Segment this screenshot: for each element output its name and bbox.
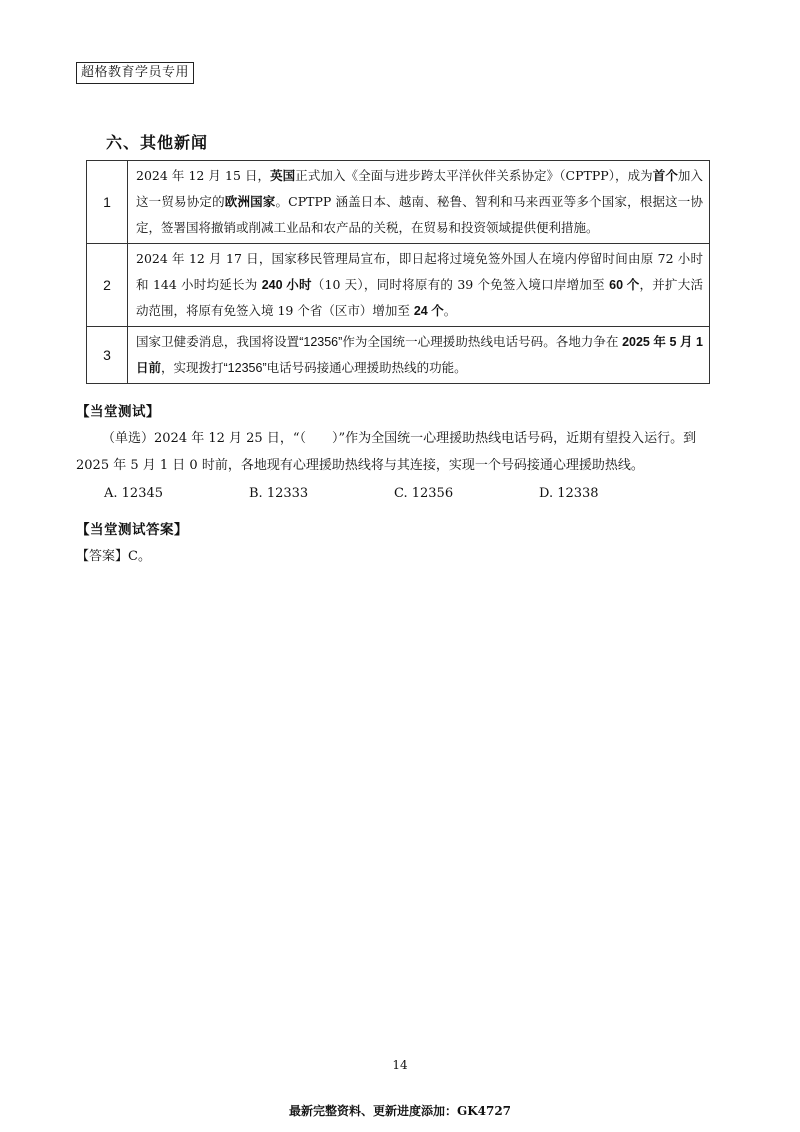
- answer-label: 【当堂测试答案】: [76, 522, 188, 538]
- news-highlight: 60 个: [609, 278, 640, 292]
- answer-text: 【答案】C。: [76, 549, 151, 564]
- header-stamp: 超格教育学员专用: [76, 62, 194, 84]
- news-highlight: 首个: [652, 169, 678, 183]
- news-text-segment: 正式加入《全面与进步跨太平洋伙伴关系协定》（CPTPP），成为: [295, 168, 653, 183]
- option-a[interactable]: A. 12345: [104, 486, 164, 501]
- news-text: [128, 161, 710, 244]
- news-highlight: 240 小时: [261, 278, 312, 292]
- quiz-label: 【当堂测试】: [76, 404, 160, 420]
- news-text-segment: 加入这一贸易协定的: [136, 168, 703, 209]
- section-title: 六、其他新闻: [106, 133, 209, 152]
- news-text: [128, 327, 710, 384]
- quiz-question-line-1: （单选）2024 年 12 月 25 日，“（ ）”作为全国统一心理援助热线电话号码，近期有望投入运行。到: [102, 431, 697, 446]
- option-d[interactable]: D. 12338: [539, 486, 599, 501]
- news-number: 2: [87, 244, 128, 327]
- quiz-question-line-2: 2025 年 5 月 1 日 0 时前，各地现有心理援助热线将与其连接，实现一个号码接通心理援助热线。: [76, 458, 644, 473]
- news-highlight: 欧洲国家: [224, 195, 276, 209]
- news-highlight: 2025 年 5 月 1 日前: [136, 335, 703, 375]
- option-c[interactable]: C. 12356: [394, 486, 454, 501]
- news-text-segment: 国家卫健委消息，我国将设置“12356”作为全国统一心理援助热线电话号码。各地力争在: [136, 335, 623, 349]
- news-text-segment: 2024 年 12 月 17 日，国家移民管理局宣布，即日起将过境免签外国人在境内停留时间由原 72 小时和 144 小时均延长为: [136, 251, 703, 292]
- option-b[interactable]: B. 12333: [249, 486, 309, 501]
- footer-note: 最新完整资料、更新进度添加：GK4727: [288, 1104, 512, 1118]
- news-highlight: 英国: [270, 169, 296, 183]
- news-text-segment: ，实现拨打“12356”电话号码接通心理援助热线的功能。: [161, 361, 467, 375]
- news-table: [86, 160, 710, 384]
- news-text-segment: ，并扩大活动范围，将原有免签入境 19 个省（区市）增加至: [136, 277, 703, 318]
- quiz-question: [76, 425, 716, 479]
- news-row: [87, 244, 710, 327]
- news-number: 1: [87, 161, 128, 244]
- news-text-segment: 。: [443, 303, 457, 318]
- news-text-segment: 。CPTPP 涵盖日本、越南、秘鲁、智利和马来西亚等多个国家，根据这一协定，签署国将撤销或削减工业品和农产品的关税，在贸易和投资领域提供便利措施。: [136, 194, 703, 235]
- news-number: 3: [87, 327, 128, 384]
- news-highlight: 24 个: [413, 304, 444, 318]
- quiz-options: [104, 484, 704, 504]
- news-text: [128, 244, 710, 327]
- news-text-segment: （10 天），同时将原有的 39 个免签入境口岸增加至: [311, 277, 610, 292]
- news-row: [87, 327, 710, 384]
- page-number: 14: [392, 1058, 408, 1072]
- news-text-segment: 2024 年 12 月 15 日，: [136, 168, 271, 183]
- news-row: [87, 161, 710, 244]
